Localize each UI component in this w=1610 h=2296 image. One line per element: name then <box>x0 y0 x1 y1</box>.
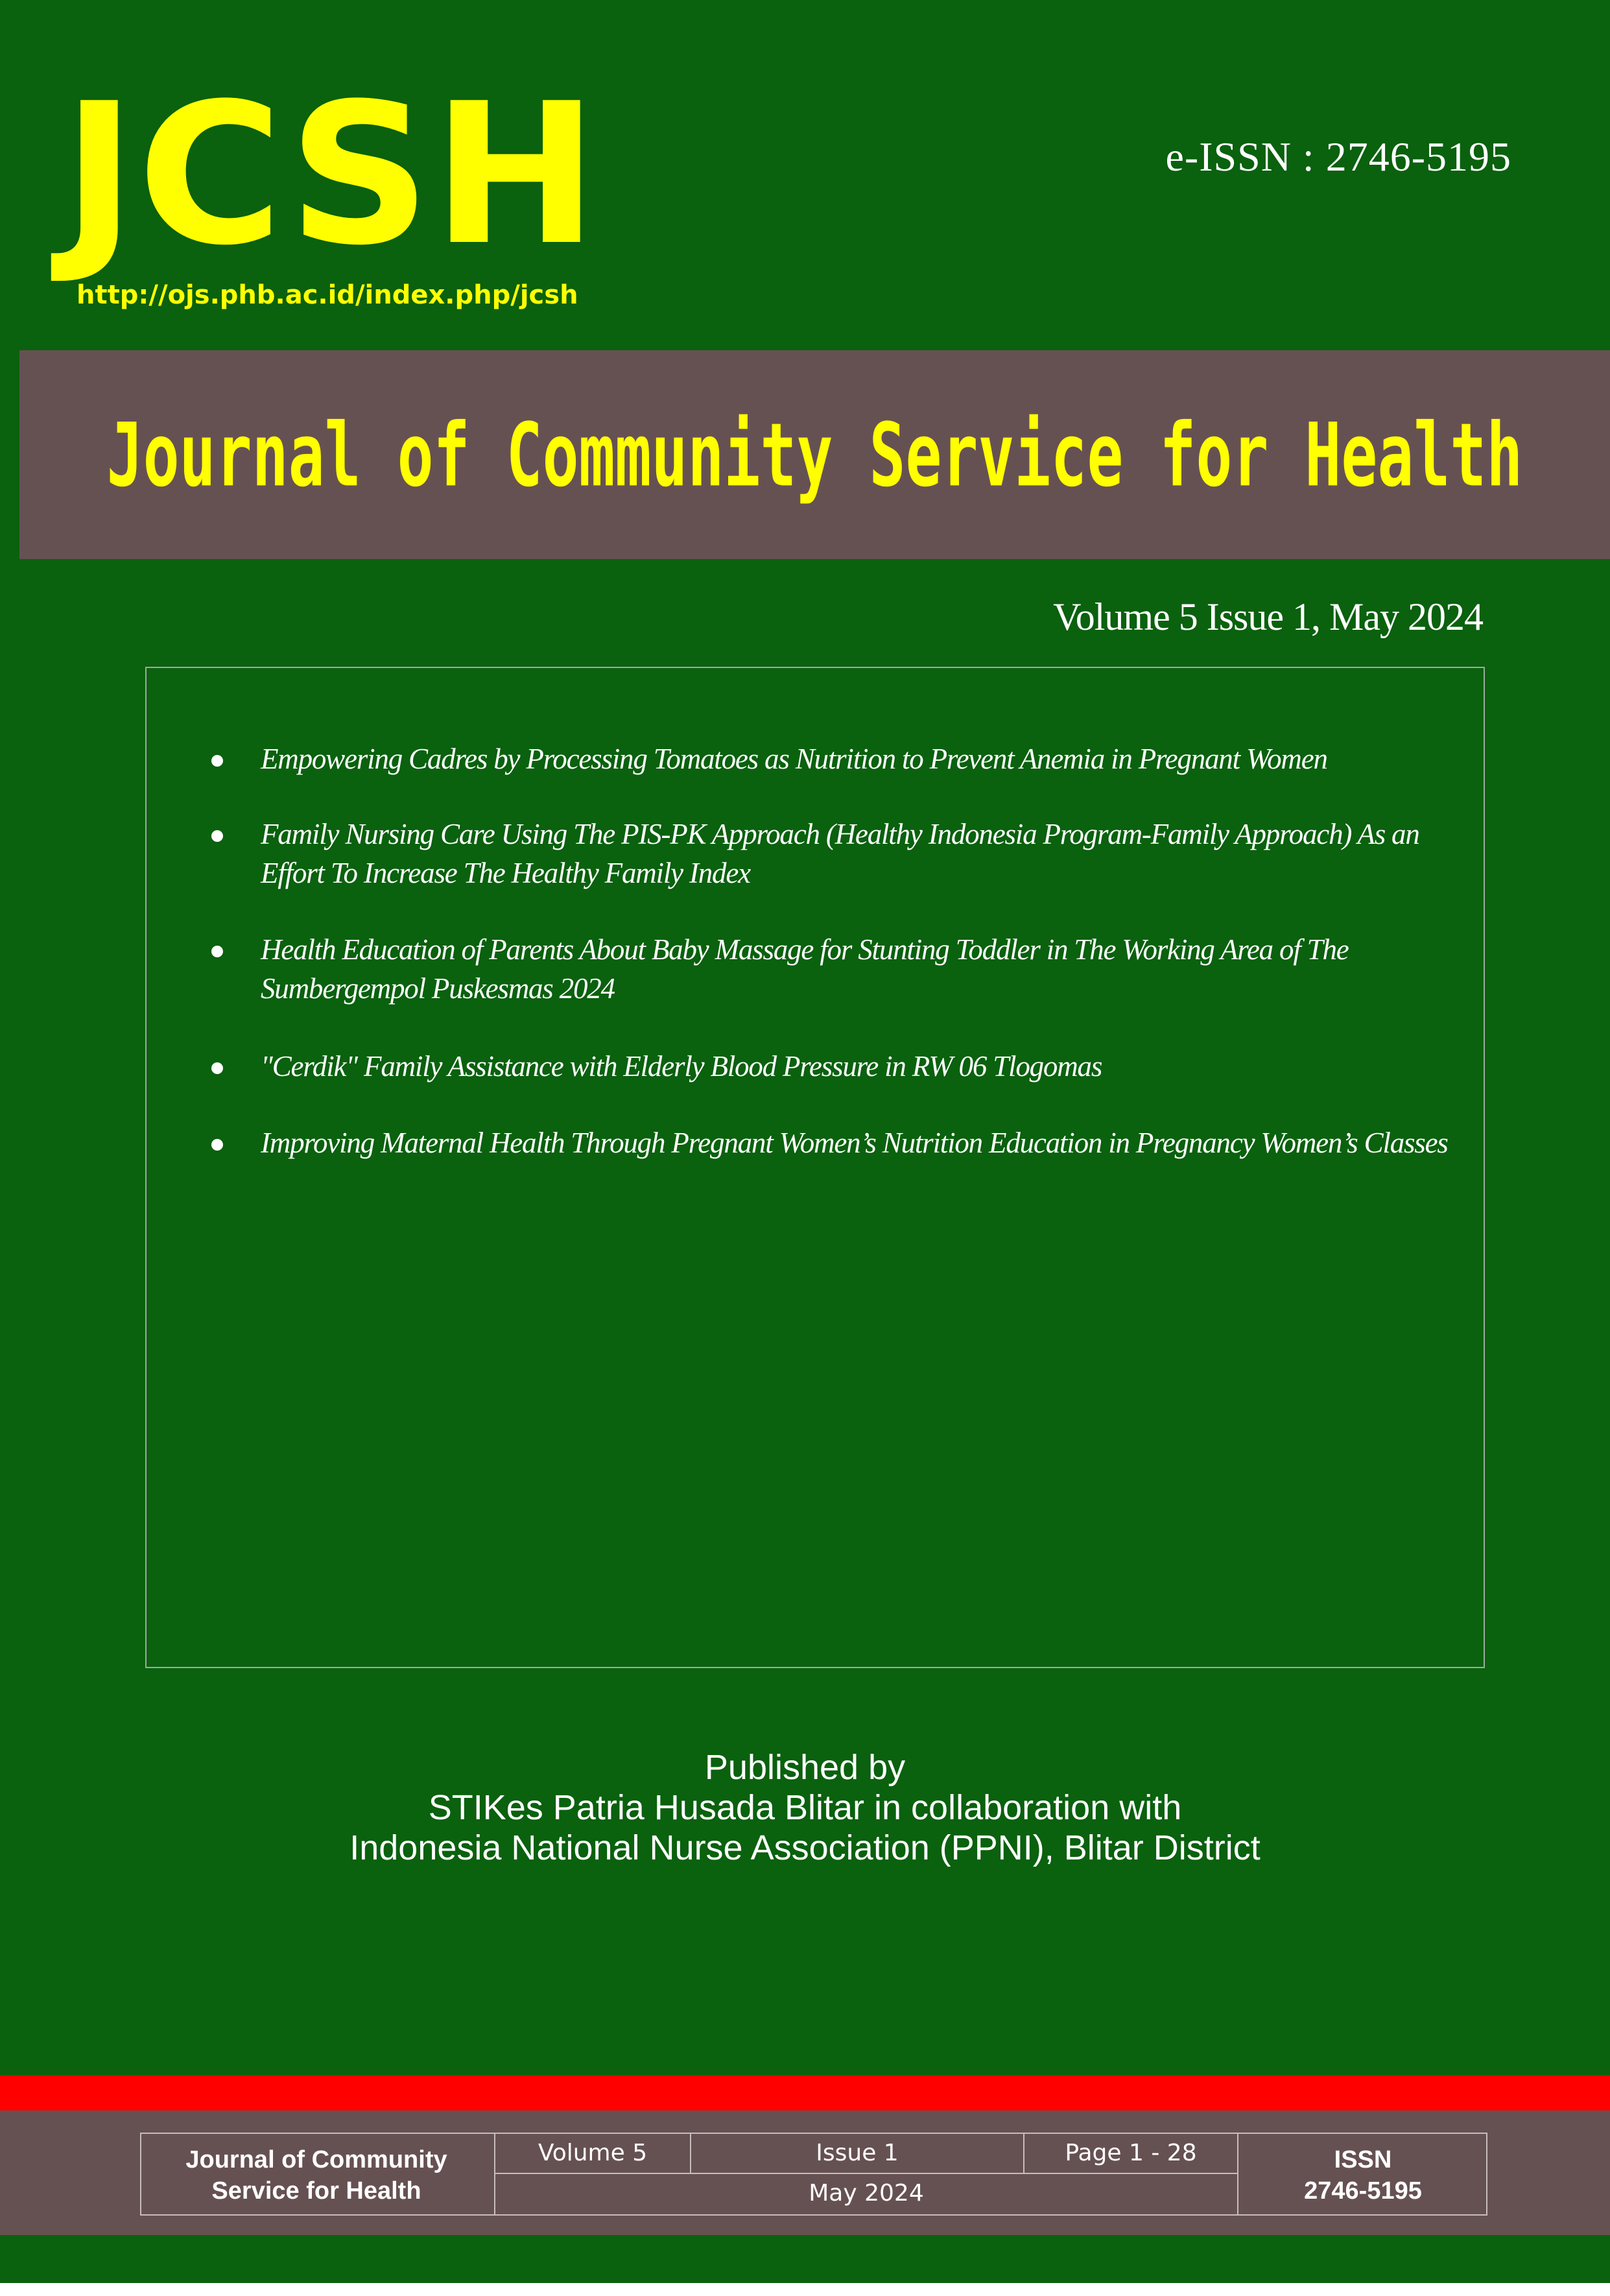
article-list-box <box>145 667 1485 1668</box>
article-item <box>261 1123 1467 1162</box>
footer-journal-name <box>141 2144 491 2206</box>
journal-url[interactable]: http://ojs.phb.ac.id/index.php/jcsh <box>77 280 578 310</box>
footer-issn <box>1240 2144 1486 2206</box>
footer-volume: Volume 5 <box>495 2134 691 2174</box>
bullet-icon <box>211 1139 223 1151</box>
footer-pages: Page 1 - 28 <box>1024 2134 1237 2174</box>
article-title: Family Nursing Care Using The PIS-PK Approach (Healthy Indonesia Program-Family Approach) As an Effort To Increase The Healthy Family Index <box>261 818 1419 889</box>
bullet-icon <box>211 755 223 767</box>
journal-logo: JCSH <box>62 62 600 288</box>
publisher-line-3: Indonesia National Nurse Association (PPNI), Blitar District <box>349 1828 1261 1867</box>
article-title: Improving Maternal Health Through Pregnant Women’s Nutrition Education in Pregnancy Women’s Classes <box>261 1127 1448 1159</box>
footer-journal-line-2: Service for Health <box>211 2177 421 2205</box>
bottom-margin <box>0 2283 1610 2296</box>
article-title: Empowering Cadres by Processing Tomatoes as Nutrition to Prevent Anemia in Pregnant Women <box>261 743 1327 775</box>
publisher-block <box>0 1747 1610 1868</box>
publisher-line-1: Published by <box>704 1748 906 1787</box>
article-item <box>261 1047 1467 1086</box>
bullet-icon <box>211 1062 223 1074</box>
footer-date: May 2024 <box>809 2180 924 2206</box>
footer-issue: Issue 1 <box>691 2134 1024 2174</box>
publisher-line-2: STIKes Patria Husada Blitar in collaboration with <box>428 1788 1182 1827</box>
article-item <box>261 815 1467 892</box>
footer-issue-grid <box>494 2134 1238 2214</box>
red-divider <box>0 2075 1610 2111</box>
article-item <box>261 739 1467 778</box>
footer-issn-label: ISSN <box>1334 2146 1392 2173</box>
volume-issue-date: Volume 5 Issue 1, May 2024 <box>1053 595 1483 638</box>
article-title: Health Education of Parents About Baby Massage for Stunting Toddler in The Working Area of The Sumbergempol Puskesmas 2024 <box>261 933 1349 1005</box>
article-title: "Cerdik" Family Assistance with Elderly Blood Pressure in RW 06 Tlogomas <box>261 1050 1102 1082</box>
footer-info-box <box>140 2133 1487 2216</box>
bullet-icon <box>211 830 223 842</box>
article-item <box>261 930 1467 1008</box>
footer-journal-line-1: Journal of Community <box>185 2146 447 2173</box>
eissn-label: e-ISSN : 2746-5195 <box>1165 134 1511 180</box>
bullet-icon <box>211 946 223 957</box>
journal-title: Journal of Community Service for Health <box>106 403 1523 507</box>
footer-issn-value: 2746-5195 <box>1304 2177 1422 2205</box>
title-band <box>19 350 1610 559</box>
